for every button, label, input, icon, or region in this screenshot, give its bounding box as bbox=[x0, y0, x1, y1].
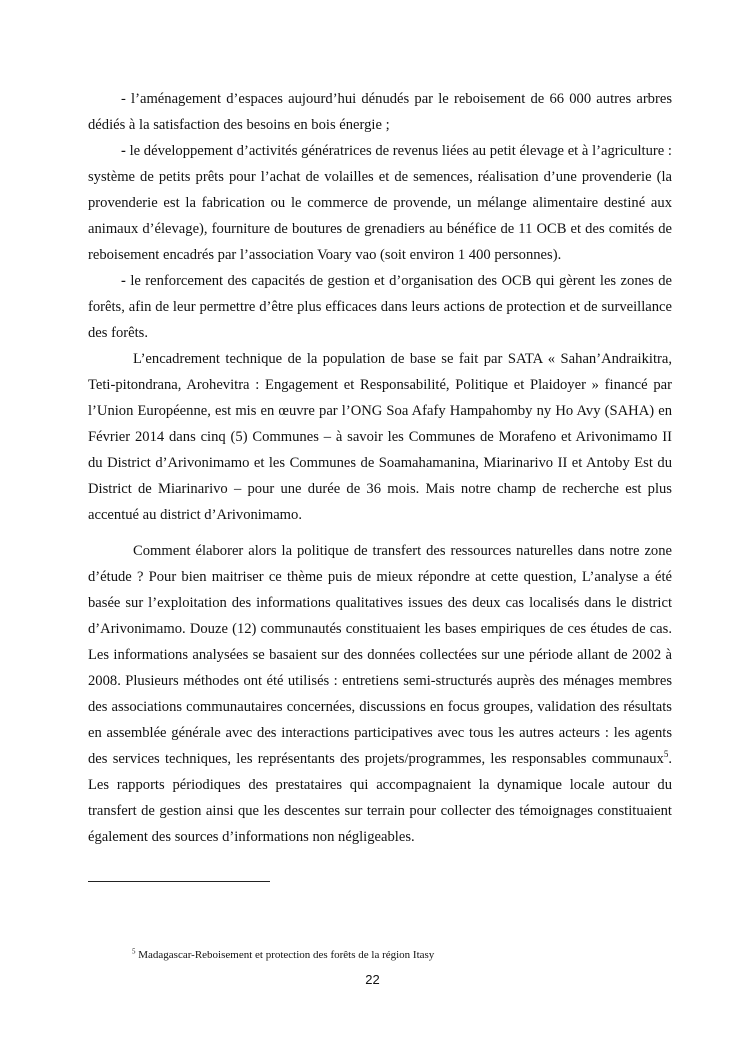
paragraph-technical-support-text: L’encadrement technique de la population de base se fait par SATA « Sahan’Andraikitra, Teti-pitondrana, Arohevitra : Engagement et Responsabilité, Politique et Plaidoyer » financé par l’Union Européenne, est mis en œuvre par l’ONG Soa Afafy Hampahomby ny Ho Avy (SAHA) en Février 2014 dans cinq (5) Communes – à savoir les Communes de Morafeno et Arivonimamo II du District d’Arivonimamo et les Communes de Soamahamanina, Miarinarivo II et Antoby Est du District de Miarinarivo – pour une durée de 36 mois. Mais notre champ de recherche est plus accentué au district d’Arivonimamo. bbox=[88, 351, 672, 523]
footnote bbox=[132, 948, 434, 962]
bullet-reforestation-text: - l’aménagement d’espaces aujourd’hui dénudés par le reboisement de 66 000 autres arbres dédiés à la satisfaction des besoins en bois énergie ; bbox=[88, 91, 672, 133]
bullet-capacity-building-text: le renforcement des capacités de gestion et d’organisation des OCB qui gèrent les zones de forêts, afin de leur permettre d’être plus efficaces dans leurs actions de protection et de surveillance des forêts. bbox=[88, 273, 672, 341]
bullet-dash: - bbox=[121, 143, 126, 159]
paragraph-methodology bbox=[88, 538, 672, 850]
bullet-income-activities-text: le développement d’activités génératrices de revenus liées au petit élevage et à l’agriculture : système de petits prêts pour l’achat de volailles et de semences, réalisation d’une provenderie (la provenderie est la fabrication ou le commerce de provende, un mélange alimentaire destiné aux animaux d’élevage), fourniture de boutures de grenadiers au bénéfice de 11 OCB et des comités de reboisement encadrés par l’association Voary vao (soit environ 1 400 personnes). bbox=[88, 143, 672, 263]
bullet-capacity-building bbox=[88, 268, 672, 346]
bullet-dash: - bbox=[121, 273, 126, 289]
footnote-reference[interactable]: 5 bbox=[663, 749, 669, 760]
body-text bbox=[88, 86, 672, 850]
footnote-text: Madagascar-Reboisement et protection des forêts de la région Itasy bbox=[135, 949, 435, 961]
paragraph-methodology-text-end: . Les rapports périodiques des prestataires qui accompagnaient la dynamique locale autour du transfert de gestion ainsi que les descentes sur terrain pour collecter des témoignages constituaient également des sources d’informations non négligeables. bbox=[88, 751, 672, 845]
paragraph-methodology-text-start: Comment élaborer alors la politique de transfert des ressources naturelles dans notre zone d’étude ? Pour bien maitriser ce thème puis de mieux répondre at cette question, L’analyse a été basée sur l’exploitation des informations qualitatives issues des deux cas localisés dans le district d’Arivonimamo. Douze (12) communautés constituaient les bases empiriques de ces études de cas. Les informations analysées se basaient sur des données collectées sur une période allant de 2002 à 2008. Plusieurs méthodes ont été utilisés : entretiens semi-structurés auprès des ménages membres des associations communautaires concernées, discussions en focus groupes, validation des résultats en assemblée générale avec des interactions participatives avec tous les autres acteurs : les agents des services techniques, les représentants des projets/programmes, les responsables communaux bbox=[88, 543, 672, 767]
bullet-reforestation bbox=[88, 86, 672, 138]
page-number: 22 bbox=[365, 972, 380, 987]
bullet-income-activities bbox=[88, 138, 672, 268]
footnote-number: 5 bbox=[132, 947, 136, 956]
footnote-separator bbox=[88, 881, 270, 882]
paragraph-technical-support bbox=[88, 346, 672, 528]
